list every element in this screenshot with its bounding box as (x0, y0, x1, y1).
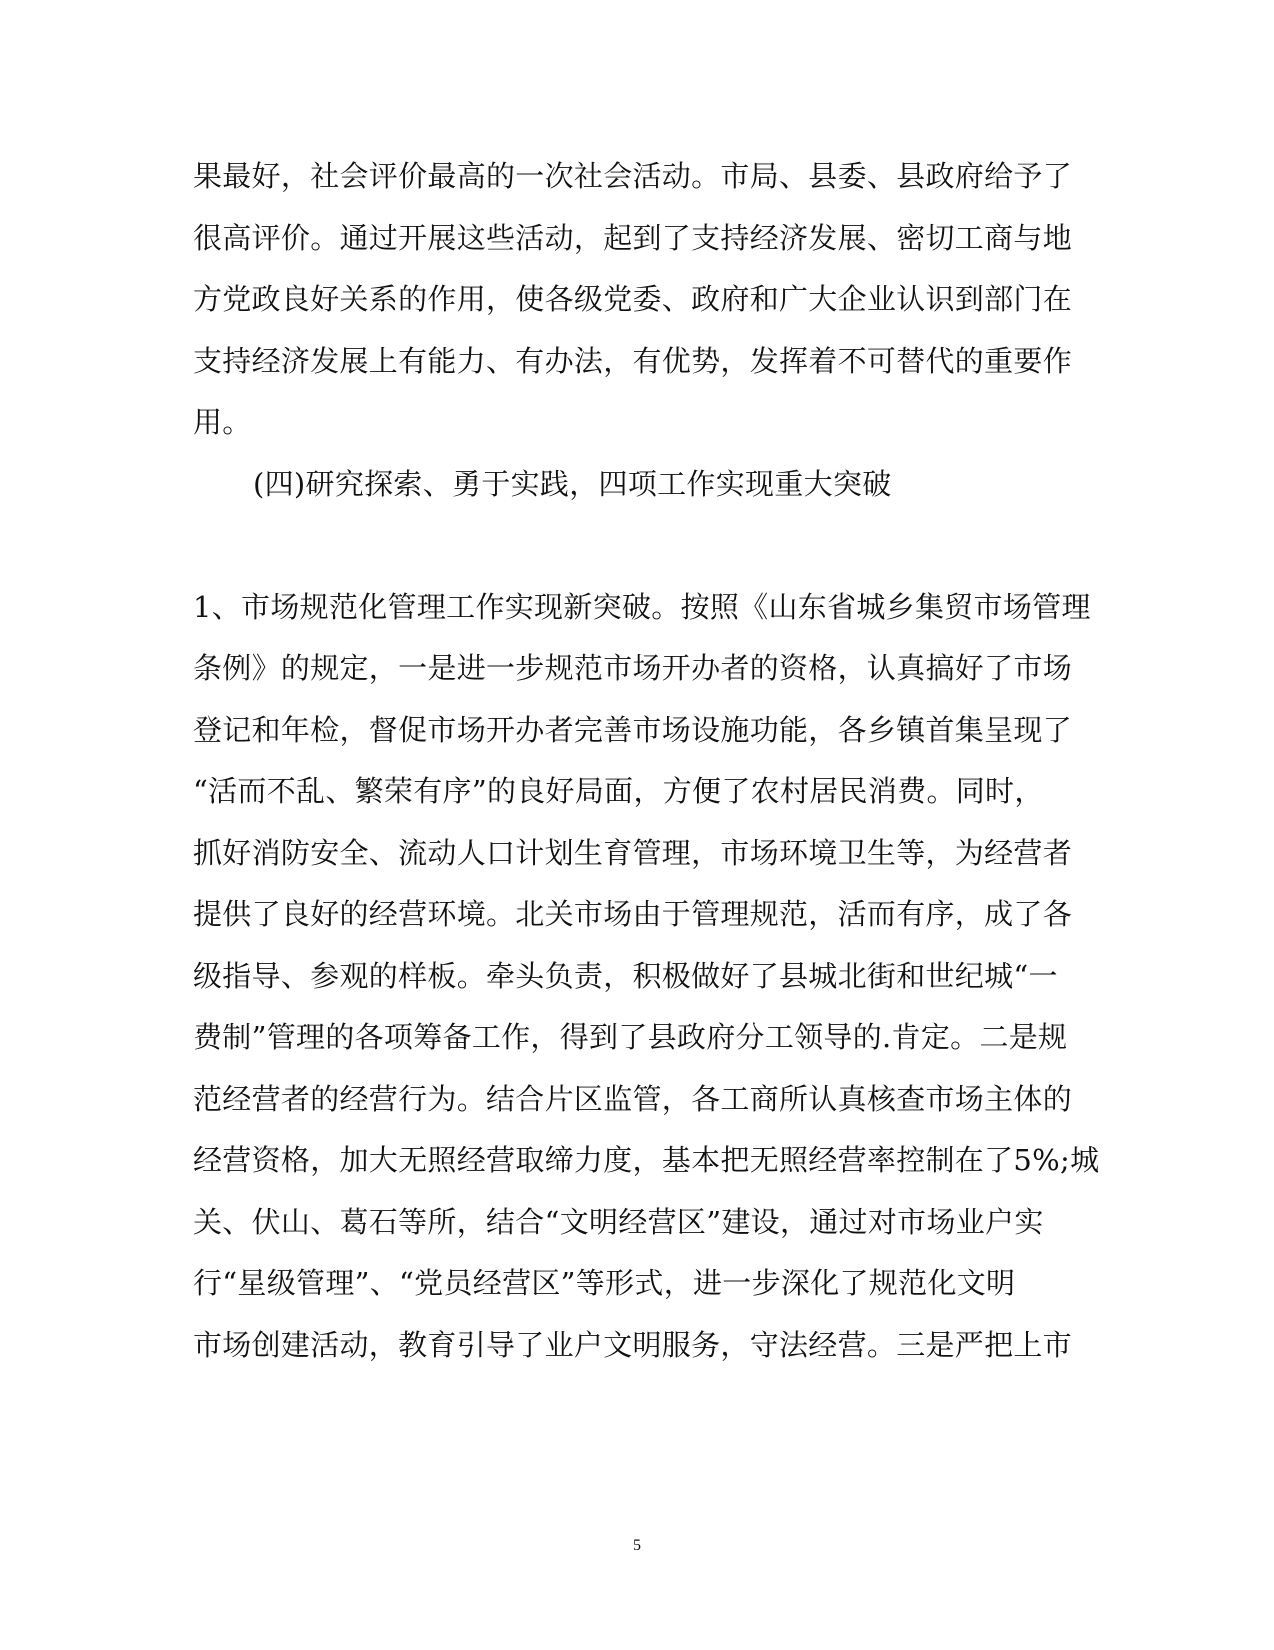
body-text-line: 经营资格，加大无照经营取缔力度，基本把无照经营率控制在了5%;城 (193, 1143, 1100, 1177)
body-text-line: 抓好消防安全、流动人口计划生育管理，市场环境卫生等，为经营者 (193, 836, 1073, 870)
body-text-line: 范经营者的经营行为。结合片区监管，各工商所认真核查市场主体的 (193, 1082, 1073, 1116)
body-text-line: 登记和年检，督促市场开办者完善市场设施功能，各乡镇首集呈现了 (193, 713, 1073, 747)
page-number: 5 (633, 1537, 641, 1554)
body-text-line: 关、伏山、葛石等所，结合“文明经营区”建设，通过对市场业户实 (193, 1205, 1044, 1239)
body-text-line: 用。 (193, 405, 252, 439)
body-text-line: 条例》的规定，一是进一步规范市场开办者的资格，认真搞好了市场 (193, 651, 1073, 685)
body-text-line: 市场创建活动，教育引导了业户文明服务，守法经营。三是严把上市 (193, 1328, 1073, 1362)
body-text-line: 支持经济发展上有能力、有办法，有优势，发挥着不可替代的重要作 (193, 344, 1073, 378)
body-text-line: 行“星级管理”、“党员经营区”等形式，进一步深化了规范化文明 (193, 1266, 1016, 1300)
body-text-line: 很高评价。通过开展这些活动，起到了支持经济发展、密切工商与地 (193, 221, 1073, 255)
body-text-line: 果最好，社会评价最高的一次社会活动。市局、县委、县政府给予了 (193, 159, 1073, 193)
section-heading: (四)研究探索、勇于实践，四项工作实现重大突破 (253, 467, 892, 501)
body-text-line: 级指导、参观的样板。牵头负责，积极做好了县城北街和世纪城“一 (193, 959, 1058, 993)
body-text-line: 提供了良好的经营环境。北关市场由于管理规范，活而有序，成了各 (193, 897, 1073, 931)
body-text-line: “活而不乱、繁荣有序”的良好局面，方便了农村居民消费。同时， (193, 774, 1044, 808)
body-text-line: 方党政良好关系的作用，使各级党委、政府和广大企业认识到部门在 (193, 282, 1073, 316)
body-text-line: 1、市场规范化管理工作实现新突破。按照《山东省城乡集贸市场管理 (193, 590, 1091, 624)
body-text-line: 费制”管理的各项筹备工作，得到了县政府分工领导的.肯定。二是规 (193, 1020, 1068, 1054)
